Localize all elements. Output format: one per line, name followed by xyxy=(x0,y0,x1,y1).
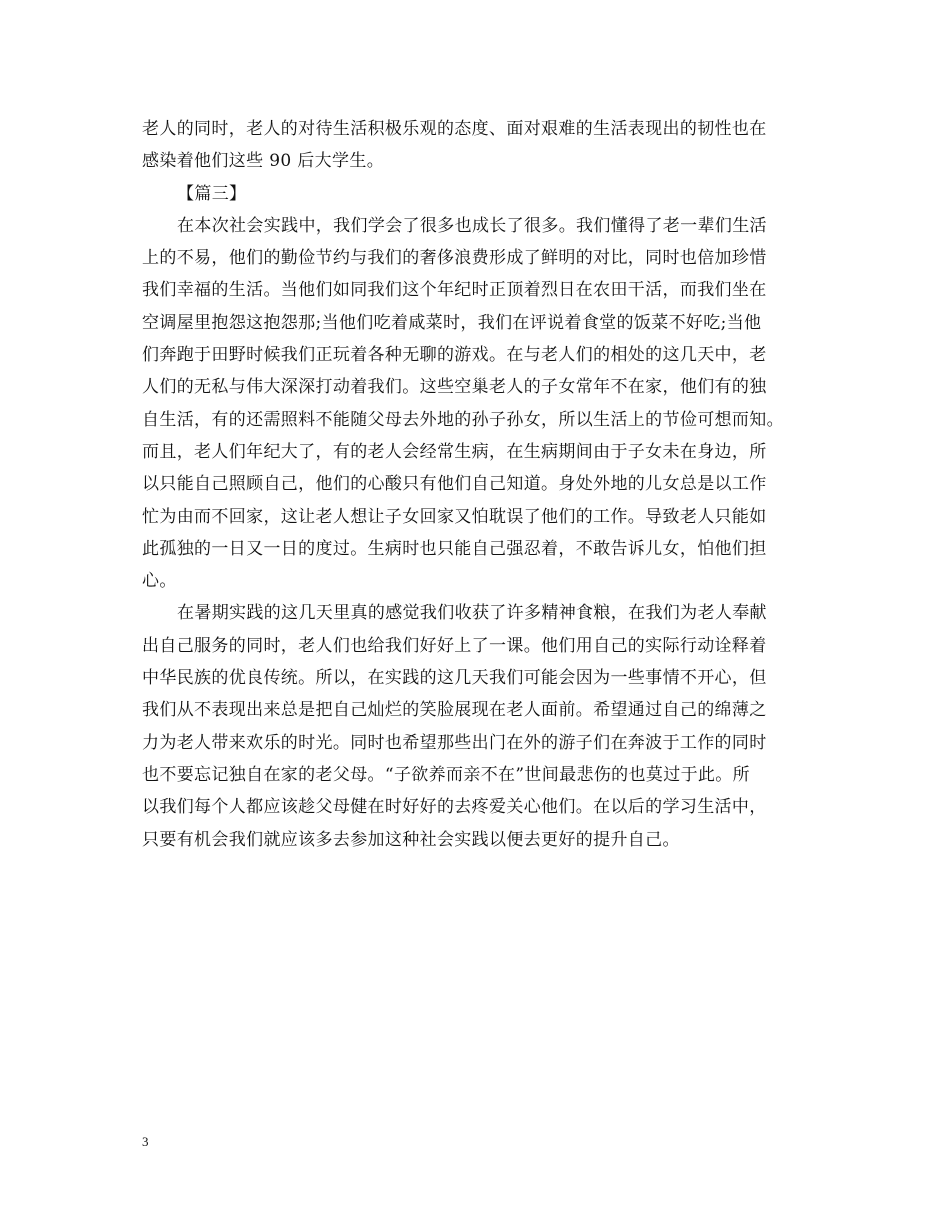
text-line: 自生活，有的还需照料不能随父母去外地的孙子孙女，所以生活上的节俭可想而知。 xyxy=(142,409,784,430)
text-line: 在本次社会实践中，我们学会了很多也成长了很多。我们懂得了老一辈们生活 xyxy=(177,215,767,236)
text-line: 忙为由而不回家，这让老人想让子女回家又怕耽误了他们的工作。导致老人只能如 xyxy=(142,506,767,527)
body-text xyxy=(142,113,842,856)
text-line: 而且，老人们年纪大了，有的老人会经常生病，在生病期间由于子女未在身边，所 xyxy=(142,441,767,462)
text-line: 此孤独的一日又一日的度过。生病时也只能自己强忍着，不敢告诉儿女，怕他们担 xyxy=(142,538,767,559)
text-line: 只要有机会我们就应该多去参加这种社会实践以便去更好的提升自己。 xyxy=(142,829,680,850)
text-line: 们奔跑于田野时候我们正玩着各种无聊的游戏。在与老人们的相处的这几天中，老 xyxy=(142,345,767,366)
text-line: 出自己服务的同时，老人们也给我们好好上了一课。他们用自己的实际行动诠释着 xyxy=(142,635,767,656)
text-line: 感染着他们这些 90 后大学生。 xyxy=(142,151,385,172)
text-line: 在暑期实践的这几天里真的感觉我们收获了许多精神食粮，在我们为老人奉献 xyxy=(177,603,767,624)
text-line: 上的不易，他们的勤俭节约与我们的奢侈浪费形成了鲜明的对比，同时也倍加珍惜 xyxy=(142,248,767,269)
text-line: 我们从不表现出来总是把自己灿烂的笑脸展现在老人面前。希望通过自己的绵薄之 xyxy=(142,700,767,721)
section-heading: 【篇三】 xyxy=(177,183,247,204)
text-line: 心。 xyxy=(142,571,177,592)
text-line: 空调屋里抱怨这抱怨那;当他们吃着咸菜时，我们在评说着食堂的饭菜不好吃;当他 xyxy=(142,312,762,333)
text-line: 老人的同时，老人的对待生活积极乐观的态度、面对艰难的生活表现出的韧性也在 xyxy=(142,119,767,139)
text-line: 以我们每个人都应该趁父母健在时好好的去疼爱关心他们。在以后的学习生活中， xyxy=(142,797,767,818)
text-line: 也不要忘记独自在家的老父母。“子欲养而亲不在”世间最悲伤的也莫过于此。所 xyxy=(142,764,750,785)
text-line: 我们幸福的生活。当他们如同我们这个年纪时正顶着烈日在农田干活，而我们坐在 xyxy=(142,280,767,301)
text-line: 人们的无私与伟大深深打动着我们。这些空巢老人的子女常年不在家，他们有的独 xyxy=(142,377,767,398)
text-line: 力为老人带来欢乐的时光。同时也希望那些出门在外的游子们在奔波于工作的同时 xyxy=(142,732,767,753)
text-line: 以只能自己照顾自己，他们的心酸只有他们自己知道。身处外地的儿女总是以工作 xyxy=(142,474,767,495)
page-number: 3 xyxy=(142,1134,149,1149)
text-line: 中华民族的优良传统。所以，在实践的这几天我们可能会因为一些事情不开心，但 xyxy=(142,668,767,689)
